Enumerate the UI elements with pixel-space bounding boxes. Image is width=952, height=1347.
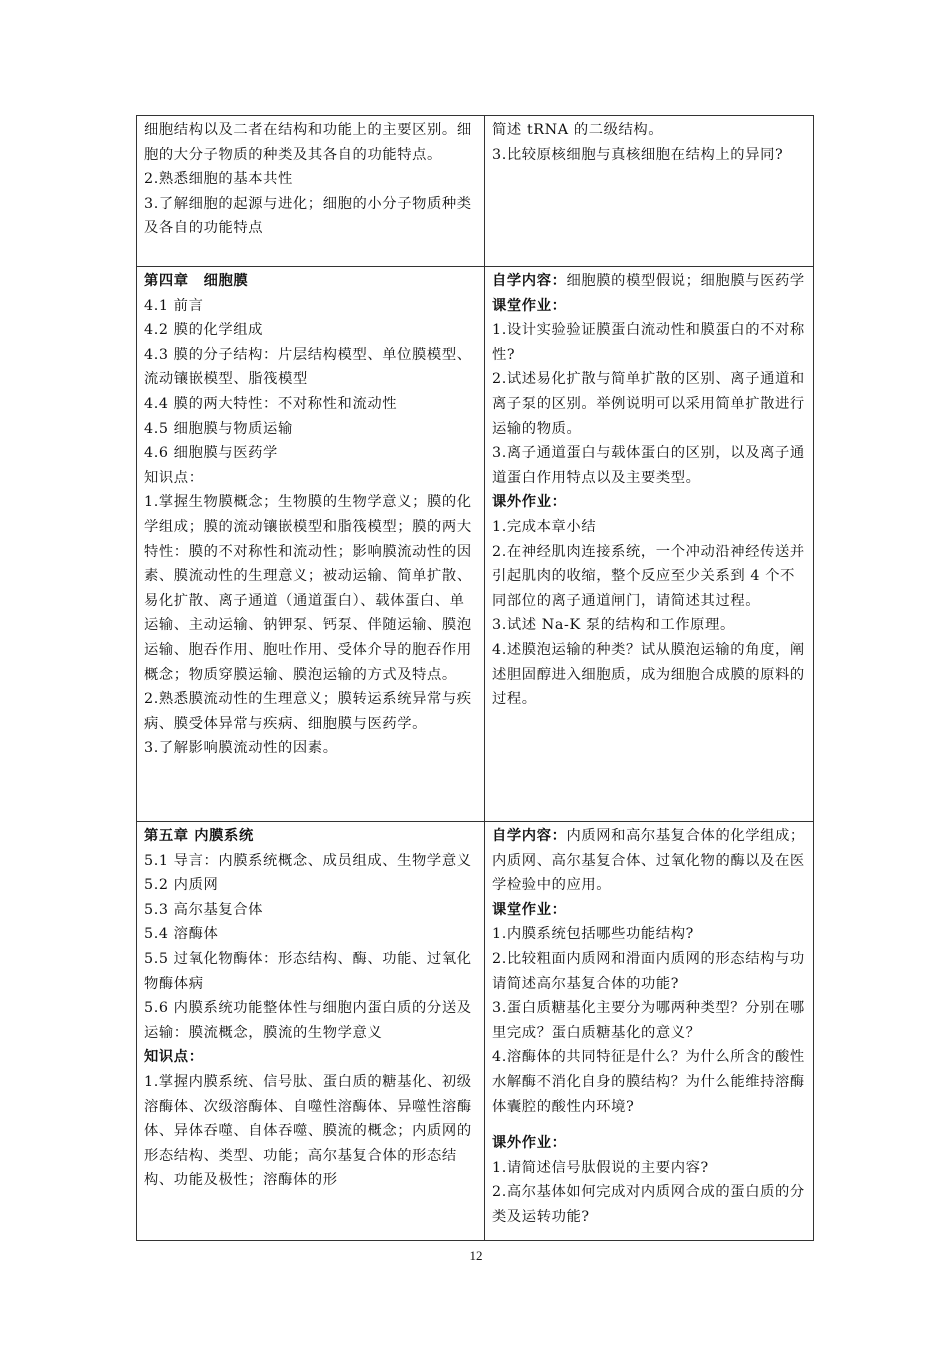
homework-item: 2.在神经肌肉连接系统，一个冲动沿神经传送并引起肌肉的收缩，整个反应至少关系到 4 个不同部位的离子通道闸门，请简述其过程。	[492, 543, 805, 609]
row1-left-cell	[137, 116, 485, 267]
knowledge-item: 3.了解影响膜流动性的因素。	[144, 740, 338, 757]
self-study-line	[492, 269, 806, 294]
section-item: 5.2 内质网	[144, 877, 219, 894]
classwork-item: 2.试述易化扩散与简单扩散的区别、离子通道和离子泵的区别。举例说明可以采用简单扩散进行运输的物质。	[492, 371, 805, 437]
section-item: 5.5 过氧化物酶体：形态结构、酶、功能、过氧化物酶体病	[144, 950, 472, 992]
knowledge-label: 知识点：	[144, 1049, 204, 1066]
text-line: 3.了解细胞的起源与进化；细胞的小分子物质种类及各自的功能特点	[144, 195, 472, 237]
text-line: 2.熟悉细胞的基本共性	[144, 171, 293, 188]
homework-item: 1.完成本章小结	[492, 518, 597, 535]
text-line: 3.比较原核细胞与真核细胞在结构上的异同?	[492, 146, 784, 163]
section-item: 5.1 导言：内膜系统概念、成员组成、生物学意义	[144, 852, 472, 869]
classwork-label: 课堂作业：	[492, 901, 567, 918]
table-row	[137, 116, 814, 267]
classwork-item: 1.内膜系统包括哪些功能结构?	[492, 926, 694, 943]
homework-label: 课外作业：	[492, 494, 567, 511]
section-item: 4.2 膜的化学组成	[144, 322, 264, 339]
homework-item: 4.述膜泡运输的种类？试从膜泡运输的角度，阐述胆固醇进入细胞质，成为细胞合成膜的原料的过程。	[492, 641, 805, 708]
text-line: 简述 tRNA 的二级结构。	[492, 122, 664, 138]
section-item: 4.1 前言	[144, 297, 204, 314]
classwork-item: 1.设计实验验证膜蛋白流动性和膜蛋白的不对称性?	[492, 322, 805, 363]
chapter4-assignment-cell	[485, 267, 814, 822]
row1-right-cell	[485, 116, 814, 267]
self-study-label: 自学内容：	[492, 828, 567, 844]
self-study-line	[492, 824, 806, 898]
section-item: 5.3 高尔基复合体	[144, 901, 264, 918]
homework-label: 课外作业：	[492, 1135, 567, 1152]
chapter4-content-cell	[137, 267, 485, 822]
knowledge-item: 2.熟悉膜流动性的生理意义；膜转运系统异常与疾病、膜受体异常与疾病、细胞膜与医药学。	[144, 691, 472, 732]
section-item: 4.4 膜的两大特性：不对称性和流动性	[144, 395, 398, 412]
homework-item: 1.请简述信号肽假说的主要内容?	[492, 1159, 709, 1176]
table-row	[137, 267, 814, 822]
self-study-label: 自学内容：	[492, 273, 567, 289]
chapter5-content-cell	[137, 822, 485, 1241]
table-row	[137, 822, 814, 1241]
self-study-text: 细胞膜的模型假说；细胞膜与医药学	[566, 273, 805, 289]
section-item: 4.5 细胞膜与物质运输	[144, 420, 293, 437]
knowledge-item: 1.掌握内膜系统、信号肽、蛋白质的糖基化、初级溶酶体、次级溶酶体、自噬性溶酶体、异噬性溶酶体、异体吞噬、自体吞噬、膜流的概念；内质网的形态结构、类型、功能；高尔基复合体的形态结构、功能及极性；溶酶体的形	[144, 1073, 472, 1189]
classwork-item: 3.蛋白质糖基化主要分为哪两种类型？分别在哪里完成？蛋白质糖基化的意义？	[492, 1000, 805, 1041]
knowledge-item: 1.掌握生物膜概念；生物膜的生物学意义；膜的化学组成；膜的流动镶嵌模型和脂筏模型；膜的两大特性：膜的不对称性和流动性；影响膜流动性的因素、膜流动性的生理意义；被动运输、简单扩散、易化扩散、离子通道（通道蛋白）、载体蛋白、单运输、主动运输、钠钾泵、钙泵、伴随运输、膜泡运输、胞吞作用、胞吐作用、受体介导的胞吞作用概念；物质穿膜运输、膜泡运输的方式及特点。	[144, 494, 472, 683]
homework-item: 2.高尔基体如何完成对内质网合成的蛋白质的分类及运转功能?	[492, 1184, 805, 1225]
classwork-label: 课堂作业：	[492, 297, 567, 314]
section-item: 5.4 溶酶体	[144, 926, 219, 943]
classwork-item: 4.溶酶体的共同特征是什么？为什么所含的酸性水解酶不消化自身的膜结构？为什么能维持溶酶体囊腔的酸性内环境?	[492, 1049, 805, 1115]
syllabus-table	[136, 115, 814, 1241]
section-item: 4.3 膜的分子结构：片层结构模型、单位膜模型、流动镶嵌模型、脂筏模型	[144, 346, 472, 388]
classwork-item: 2.比较粗面内质网和滑面内质网的形态结构与功请简述高尔基复合体的功能?	[492, 950, 805, 992]
section-item: 5.6 内膜系统功能整体性与细胞内蛋白质的分送及运输：膜流概念，膜流的生物学意义	[144, 1000, 472, 1041]
classwork-item: 3.离子通道蛋白与载体蛋白的区别，以及离子通道蛋白作用特点以及主要类型。	[492, 445, 805, 486]
chapter5-assignment-cell	[485, 822, 814, 1241]
chapter4-title: 第四章 细胞膜	[144, 273, 249, 289]
knowledge-label: 知识点：	[144, 469, 204, 486]
spacer	[492, 1119, 806, 1131]
text-line: 细胞结构以及二者在结构和功能上的主要区别。细胞的大分子物质的种类及其各自的功能特点。	[144, 122, 472, 163]
self-study-text: 内质网和高尔基复合体的化学组成；内质网、高尔基复合体、过氧化物的酶以及在医学检验中的应用。	[492, 828, 805, 894]
page-number: 12	[469, 1248, 483, 1263]
homework-item: 3.试述 Na-K 泵的结构和工作原理。	[492, 617, 735, 634]
section-item: 4.6 细胞膜与医药学	[144, 445, 278, 462]
chapter5-title: 第五章 内膜系统	[144, 828, 254, 844]
